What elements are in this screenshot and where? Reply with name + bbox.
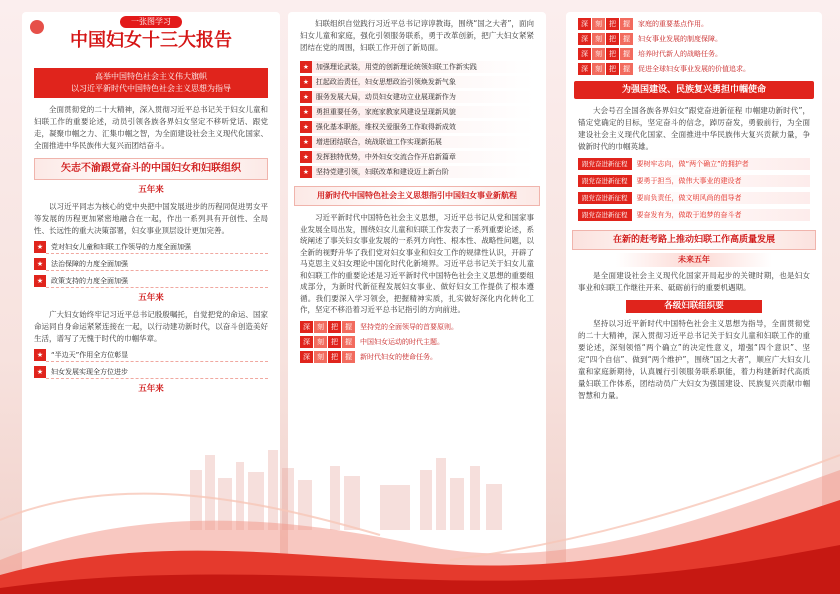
list-item: ★ 坚持党建引领，妇联改革和建设迈上新台阶 <box>300 165 534 178</box>
list-item: 深 刻 把 握 培养时代新人的战略任务。 <box>578 47 810 60</box>
grasp-tag: 深 刻 把 握 <box>578 48 634 60</box>
list-item: ★ 妇女发展实现全方位进步 <box>34 365 268 379</box>
list-2 <box>34 348 268 379</box>
subheading-five-years-2: 五年来 <box>40 292 262 305</box>
grasp-tag: 深 刻 把 握 <box>578 18 634 30</box>
star-icon: ★ <box>300 136 312 148</box>
star-icon: ★ <box>300 61 312 73</box>
star-icon: ★ <box>300 91 312 103</box>
list-item: ★ 政策支持的力度全面加强 <box>34 274 268 288</box>
star-icon: ★ <box>34 275 46 287</box>
paragraph-next-five-years: 是全面建设社会主义现代化国家开局起步的关键时期，也是妇女事业和妇联工作继往开来、砥砺前行的重要机遇期。 <box>578 271 810 292</box>
list-item: ★ 增进团结联合，统战联谊工作实现新拓展 <box>300 135 534 148</box>
section-ribbon-2: 在新的赶考路上推动妇联工作高质量发展 <box>572 230 816 250</box>
title-block <box>22 12 280 62</box>
title-badge: 一张图学习 <box>120 16 182 28</box>
list-item: ★ 勇担重要任务，家庭家教家风建设呈现新风貌 <box>300 105 534 118</box>
star-icon: ★ <box>300 76 312 88</box>
grasp-list-top <box>578 17 810 75</box>
section-ribbon-1: 为强国建设、民族复兴勇担巾帼使命 <box>574 81 814 99</box>
page-title: 中国妇女十三大报告 <box>70 30 232 51</box>
list-item: ★ 服务发展大局，动员妇女建功立业展现新作为 <box>300 90 534 103</box>
theme-line-1: 高举中国特色社会主义伟大旗帜 <box>95 72 207 81</box>
theme-band <box>34 68 268 98</box>
pledge-list <box>578 157 810 222</box>
list-item: ★ 法治保障的力度全面加强 <box>34 257 268 271</box>
star-icon: ★ <box>300 166 312 178</box>
achievement-list <box>300 60 534 178</box>
list-item: 跟党奋进新征程 要肩负责任，做文明风尚的倡导者 <box>578 191 810 205</box>
list-item: 跟党奋进新征程 要勇于担当，做伟大事业的建设者 <box>578 174 810 188</box>
grasp-tag: 深 刻 把 握 <box>578 33 634 45</box>
intro-paragraph: 妇联组织自觉践行习近平总书记谆谆教诲，围绕“国之大者”，面向妇女儿童和家庭，强化引领服务联系，勇于改革创新，把广大妇女紧紧团结在党的周围，妇联工作开创了新局面。 <box>300 19 534 52</box>
star-icon: ★ <box>300 121 312 133</box>
list-item: ★ 强化基本职能，维权关爱服务工作取得新成效 <box>300 120 534 133</box>
paragraph-call: 大会号召全国各族各界妇女“跟党奋进新征程 巾帼建功新时代”，锚定党确定的目标，坚定奋斗的信念，踔厉奋发，勇毅前行，为全面建设社会主义现代化国家、全面推进中华民族伟大复兴贡献力量，争做新时代的巾帼英雄。 <box>578 106 810 151</box>
intro-paragraph: 全面贯彻党的二十大精神，深入贯彻习近平总书记关于妇女儿童和妇联工作的重要论述，动员引领各族各界妇女坚定不移听党话、跟党走，凝聚巾帼之力、汇集巾帼之智，为全面建设社会主义现代化国家、全面推进中华民族伟大复兴而团结奋斗。 <box>34 105 268 150</box>
list-item: ★ 加强理论武装，用党的创新理论统领妇联工作新实践 <box>300 60 534 73</box>
list-item: 深 刻 把 握 中国妇女运动的时代主题。 <box>300 336 534 349</box>
paragraph-2: 广大妇女始终牢记习近平总书记殷殷嘱托，自觉把党的命运、国家命运同自身命运紧紧连接在一起，以行动建功新时代，以奋斗创造美好生活，谱写了无愧于时代的巾帼华章。 <box>34 310 268 343</box>
paragraph-1: 以习近平同志为核心的党中央把中国发展进步的历程同促进男女平等发展的历程更加紧密地融合在一起，作出一系列具有开创性、全局性、长远性的重大决策部署，妇女事业顶层设计更加完善。 <box>34 202 268 235</box>
list-1 <box>34 240 268 288</box>
subheading-womens-federations: 各级妇联组织要 <box>626 300 762 313</box>
list-item: 深 刻 把 握 妇女事业发展的制度保障。 <box>578 32 810 45</box>
star-icon: ★ <box>34 241 46 253</box>
list-item: 深 刻 把 握 坚持党的全面领导的首要原则。 <box>300 321 534 334</box>
section-heading: 用新时代中国特色社会主义思想指引中国妇女事业新航程 <box>294 186 540 206</box>
list-item: 跟党奋进新征程 要奋发有为，做敢于追梦的奋斗者 <box>578 208 810 222</box>
paragraph-tasks: 坚持以习近平新时代中国特色社会主义思想为指导，全面贯彻党的二十大精神，深入贯彻习近平总书记关于妇女儿童和妇联工作的重要论述，深刻领悟“两个确立”的决定性意义，增强“四个意识”、坚定“四个自信”、做到“两个维护”，围绕“国之大者”，顺应广大妇女儿童和家庭新期待，认真履行引领服务联系职能，着力构建新时代高质量妇联工作体系，团结动员广大妇女为强国建设、民族复兴贡献巾帼智慧和力量。 <box>578 319 810 400</box>
section-paragraph: 习近平新时代中国特色社会主义思想，习近平总书记从党和国家事业发展全局出发，围绕妇女儿童和妇联工作发表了一系列重要论述，系统阐述了事关妇女事业发展的一系列方向性、根本性、战略性问题，以全新的视野升华了我们党对妇女事业和妇女工作的规律性认识，开辟了马克思主义妇女理论中国化时代化新境界。习近平总书记关于妇女儿童和妇联工作的重要论述是习近平新时代中国特色社会主义思想的重要组成部分，为新时代新征程发展妇女事业、做好妇女工作提供了根本遵循。我们要深入学习领会，把握精神实质，扎实做好深化内化转化工作，坚定不移沿着习近平总书记指引的方向前进。 <box>300 213 534 314</box>
subheading-next-five-years: 未来五年 <box>616 253 772 267</box>
list-item: 跟党奋进新征程 要树牢志向，做“两个确立”的拥护者 <box>578 157 810 171</box>
grasp-list <box>300 321 534 364</box>
star-icon: ★ <box>34 366 46 378</box>
grasp-tag: 深 刻 把 握 <box>300 321 356 333</box>
grasp-tag: 深 刻 把 握 <box>300 351 356 363</box>
star-icon: ★ <box>300 151 312 163</box>
star-icon: ★ <box>300 106 312 118</box>
grasp-tag: 深 刻 把 握 <box>578 63 634 75</box>
section-heading: 矢志不渝跟党奋斗的中国妇女和妇联组织 <box>34 158 268 180</box>
star-icon: ★ <box>34 258 46 270</box>
subheading-five-years-1: 五年来 <box>40 184 262 197</box>
list-item: 深 刻 把 握 家庭的重要基点作用。 <box>578 17 810 30</box>
list-item: ★ 党对妇女儿童和妇联工作领导的力度全面加强 <box>34 240 268 254</box>
right-panel <box>566 12 822 582</box>
star-icon: ★ <box>34 349 46 361</box>
list-item: ★ “半边天”作用全方位彰显 <box>34 348 268 362</box>
list-item: ★ 发挥独特优势，中外妇女交流合作开启新篇章 <box>300 150 534 163</box>
theme-line-2: 以习近平新时代中国特色社会主义思想为指导 <box>71 84 231 93</box>
list-item: 深 刻 把 握 新时代妇女的使命任务。 <box>300 351 534 364</box>
list-item: 深 刻 把 握 促进全球妇女事业发展的价值追求。 <box>578 62 810 75</box>
subheading-five-years-3: 五年来 <box>40 383 262 396</box>
grasp-tag: 深 刻 把 握 <box>300 336 356 348</box>
middle-panel <box>288 12 546 582</box>
list-item: ★ 扛起政治责任，妇女思想政治引领焕发新气象 <box>300 75 534 88</box>
left-panel <box>22 12 280 582</box>
